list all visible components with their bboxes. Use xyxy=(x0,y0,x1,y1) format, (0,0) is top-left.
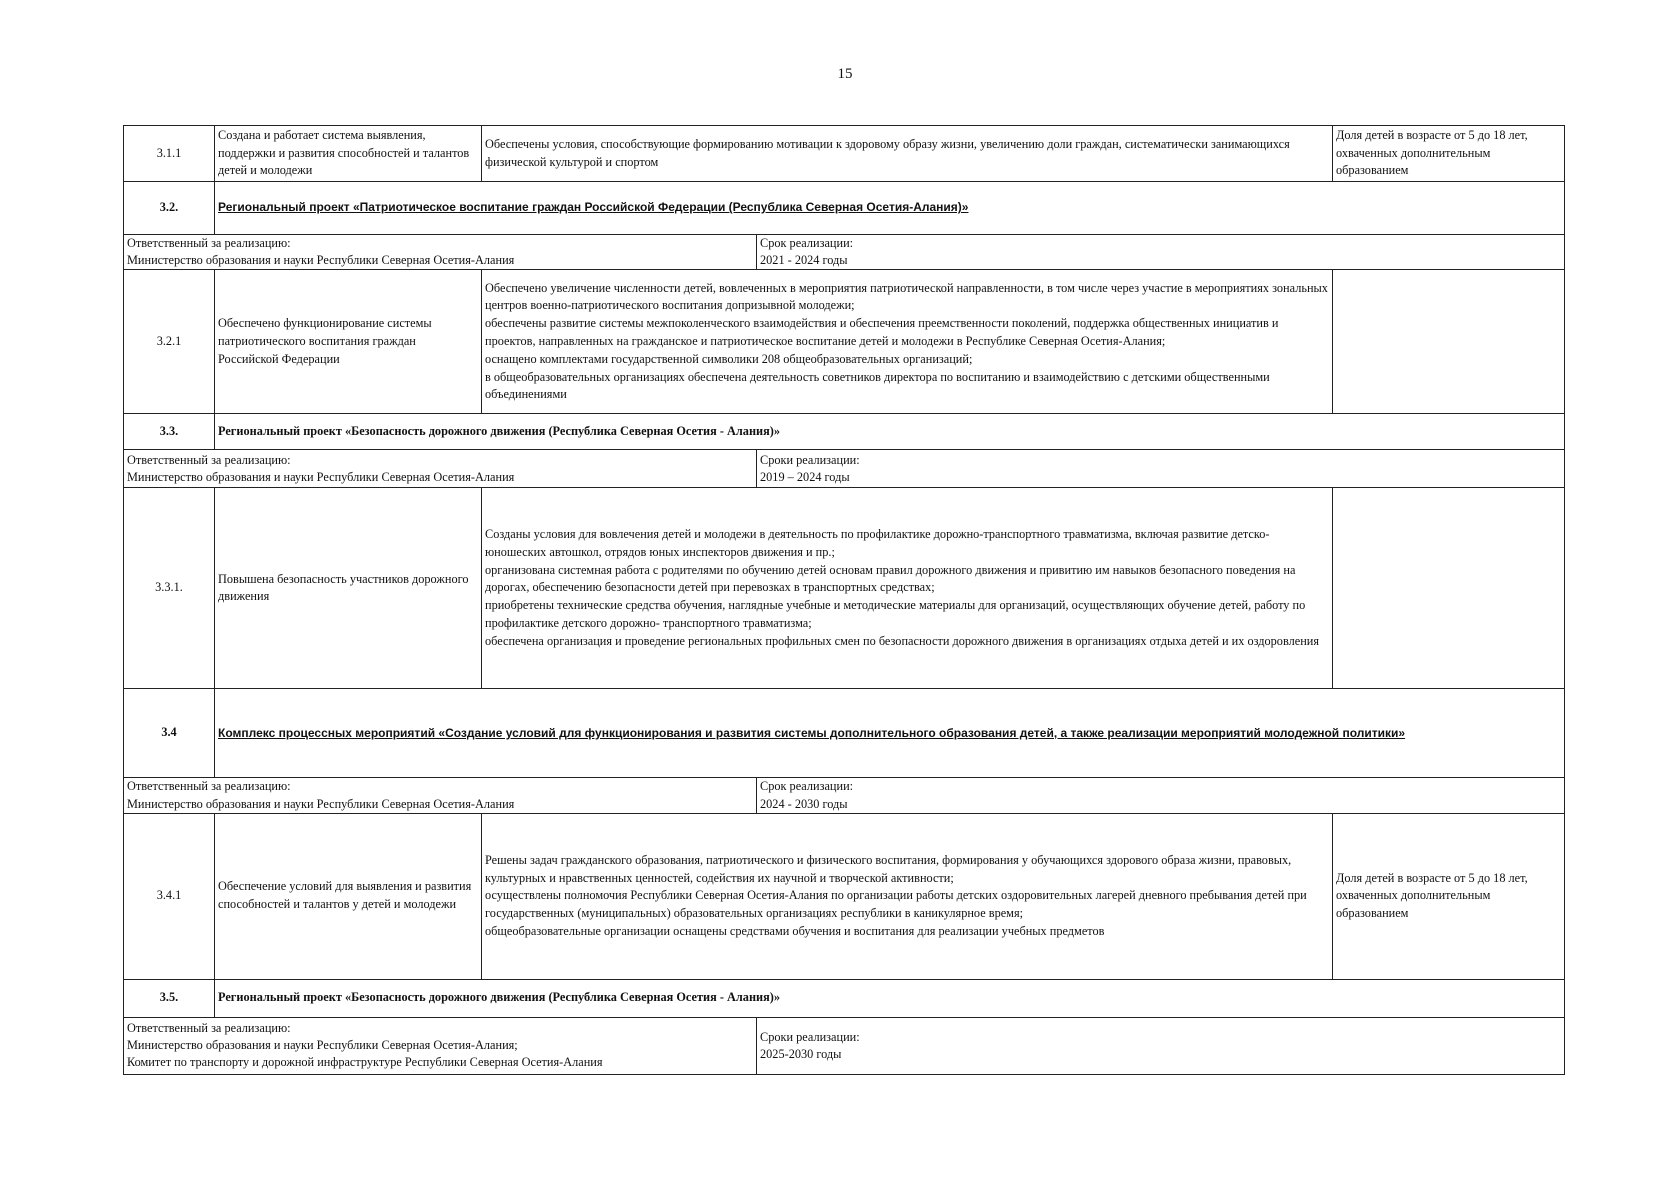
responsible-label: Ответственный за реализацию: xyxy=(127,452,291,467)
result-line: в общеобразовательных организациях обеспечена деятельность советников директора по воспитанию и взаимодействию с детскими общественными объединениями xyxy=(485,369,1270,402)
result-line: организована системная работа с родителями по обучению детей основам правил дорожного движения и привитию им навыков безопасного поведения на дорогах, обеспечению безопасности детей при перевозках в транспортных средствах; xyxy=(485,562,1296,595)
responsible-row xyxy=(124,1017,1565,1074)
responsible-row xyxy=(124,778,1565,813)
section-title: Региональный проект «Безопасность дорожного движения (Республика Северная Осетия - Алания)» xyxy=(215,979,1565,1017)
responsible-cell xyxy=(124,450,757,488)
result-line: обеспечена организация и проведение региональных профильных смен по безопасности дорожного движения в организациях отдыха детей и их оздоровления xyxy=(485,633,1320,648)
page-number: 15 xyxy=(837,66,853,82)
term-label: Сроки реализации: xyxy=(760,1029,860,1044)
section-title: Комплекс процессных мероприятий «Создание условий для функционирования и развития системы дополнительного образования детей, а также реализации мероприятий молодежной политики» xyxy=(215,689,1565,778)
term-label: Срок реализации: xyxy=(760,779,854,794)
task-cell: Обеспечение условий для выявления и развития способностей и талантов у детей и молодежи xyxy=(215,813,482,979)
result-line: Обеспечено увеличение численности детей, вовлеченных в мероприятия патриотической направленности, в том числе через участие в мероприятиях зональных центров военно-патриотического воспитания допризывной молодежи; xyxy=(485,280,1328,313)
result-line: приобретены технические средства обучения, наглядные учебные и методические материалы для организаций, осуществляющих обучение детей, работу по профилактике детского дорожно- транспортного травматизма; xyxy=(485,598,1306,631)
task-cell: Обеспечено функционирование системы патриотического воспитания граждан Российской Федерации xyxy=(215,270,482,414)
program-table xyxy=(123,125,1565,1075)
responsible-cell xyxy=(124,1017,757,1074)
responsible-label: Ответственный за реализацию: xyxy=(127,1021,291,1035)
responsible-label: Ответственный за реализацию: xyxy=(127,779,291,794)
result-cell xyxy=(482,270,1333,414)
result-cell: Обеспечены условия, способствующие формированию мотивации к здоровому образу жизни, увеличению доли граждан, систематически занимающихся физической культурой и спортом xyxy=(482,126,1333,182)
responsible-value: Комитет по транспорту и дорожной инфраструктуре Республики Северная Осетия-Алания xyxy=(127,1055,603,1070)
term-value: 2025-2030 годы xyxy=(760,1046,842,1061)
indicator-cell xyxy=(1333,270,1565,414)
section-header-row xyxy=(124,182,1565,235)
result-line: Созданы условия для вовлечения детей и молодежи в деятельность по профилактике дорожно-транспортного травматизма, включая развитие детско-юношеских автошкол, отрядов юных инспекторов движения и пр.; xyxy=(485,527,1270,559)
term-label: Срок реализации: xyxy=(760,236,854,250)
indicator-cell: Доля детей в возрасте от 5 до 18 лет, охваченных дополнительным образованием xyxy=(1333,813,1565,979)
term-value: 2019 – 2024 годы xyxy=(760,469,850,484)
term-value: 2024 - 2030 годы xyxy=(760,796,848,811)
result-line: оснащено комплектами государственной символики 208 общеобразовательных организаций; xyxy=(485,351,973,366)
term-value: 2021 - 2024 годы xyxy=(760,253,848,268)
responsible-cell xyxy=(124,778,757,813)
term-cell xyxy=(757,1017,1565,1074)
responsible-label: Ответственный за реализацию: xyxy=(127,236,291,250)
section-header-row xyxy=(124,979,1565,1017)
row-number: 3.1.1 xyxy=(124,126,215,182)
result-line: осуществлены полномочия Республики Северная Осетия-Алания по организации работы детских оздоровительных лагерей дневного пребывания детей при государственных (муниципальных) образовательных организациях республики в каникулярное время; xyxy=(485,888,1307,921)
responsible-value: Министерство образования и науки Республики Северная Осетия-Алания xyxy=(127,796,515,811)
responsible-row xyxy=(124,235,1565,270)
table-row xyxy=(124,126,1565,182)
indicator-cell xyxy=(1333,488,1565,689)
term-cell xyxy=(757,235,1565,270)
term-cell xyxy=(757,450,1565,488)
responsible-value: Министерство образования и науки Республики Северная Осетия-Алания xyxy=(127,253,515,268)
section-header-row xyxy=(124,689,1565,778)
task-cell: Повышена безопасность участников дорожного движения xyxy=(215,488,482,689)
section-title: Региональный проект «Безопасность дорожного движения (Республика Северная Осетия - Алания)» xyxy=(215,414,1565,450)
term-label: Сроки реализации: xyxy=(760,452,860,467)
row-number: 3.4.1 xyxy=(124,813,215,979)
responsible-row xyxy=(124,450,1565,488)
table-row xyxy=(124,813,1565,979)
indicator-cell: Доля детей в возрасте от 5 до 18 лет, охваченных дополнительным образованием xyxy=(1333,126,1565,182)
responsible-cell xyxy=(124,235,757,270)
result-line: обеспечены развитие системы межпоколенческого взаимодействия и обеспечения преемственности поколений, поддержка общественных инициатив и проектов, направленных на гражданское и патриотическое воспитание детей и молодежи в Республике Северная Осетия-Алания; xyxy=(485,316,1279,348)
result-line: общеобразовательные организации оснащены средствами обучения и воспитания для реализации учебных предметов xyxy=(485,924,1105,939)
section-number: 3.3. xyxy=(124,414,215,450)
task-cell: Создана и работает система выявления, поддержки и развития способностей и талантов детей и молодежи xyxy=(215,126,482,182)
section-header-row xyxy=(124,414,1565,450)
section-number: 3.2. xyxy=(124,182,215,235)
section-number: 3.4 xyxy=(124,689,215,778)
section-title: Региональный проект «Патриотическое воспитание граждан Российской Федерации (Республика Северная Осетия-Алания)» xyxy=(215,182,1565,235)
term-cell xyxy=(757,778,1565,813)
table-row xyxy=(124,488,1565,689)
table-row xyxy=(124,270,1565,414)
responsible-value: Министерство образования и науки Республики Северная Осетия-Алания xyxy=(127,469,515,484)
row-number: 3.2.1 xyxy=(124,270,215,414)
responsible-value: Министерство образования и науки Республики Северная Осетия-Алания; xyxy=(127,1038,518,1053)
result-cell xyxy=(482,488,1333,689)
result-cell xyxy=(482,813,1333,979)
section-number: 3.5. xyxy=(124,979,215,1017)
result-line: Решены задач гражданского образования, патриотического и физического воспитания, формирования у обучающихся здорового образа жизни, правовых, культурных и нравственных ценностей, содействия их научной и творческой активности; xyxy=(485,852,1292,885)
row-number: 3.3.1. xyxy=(124,488,215,689)
